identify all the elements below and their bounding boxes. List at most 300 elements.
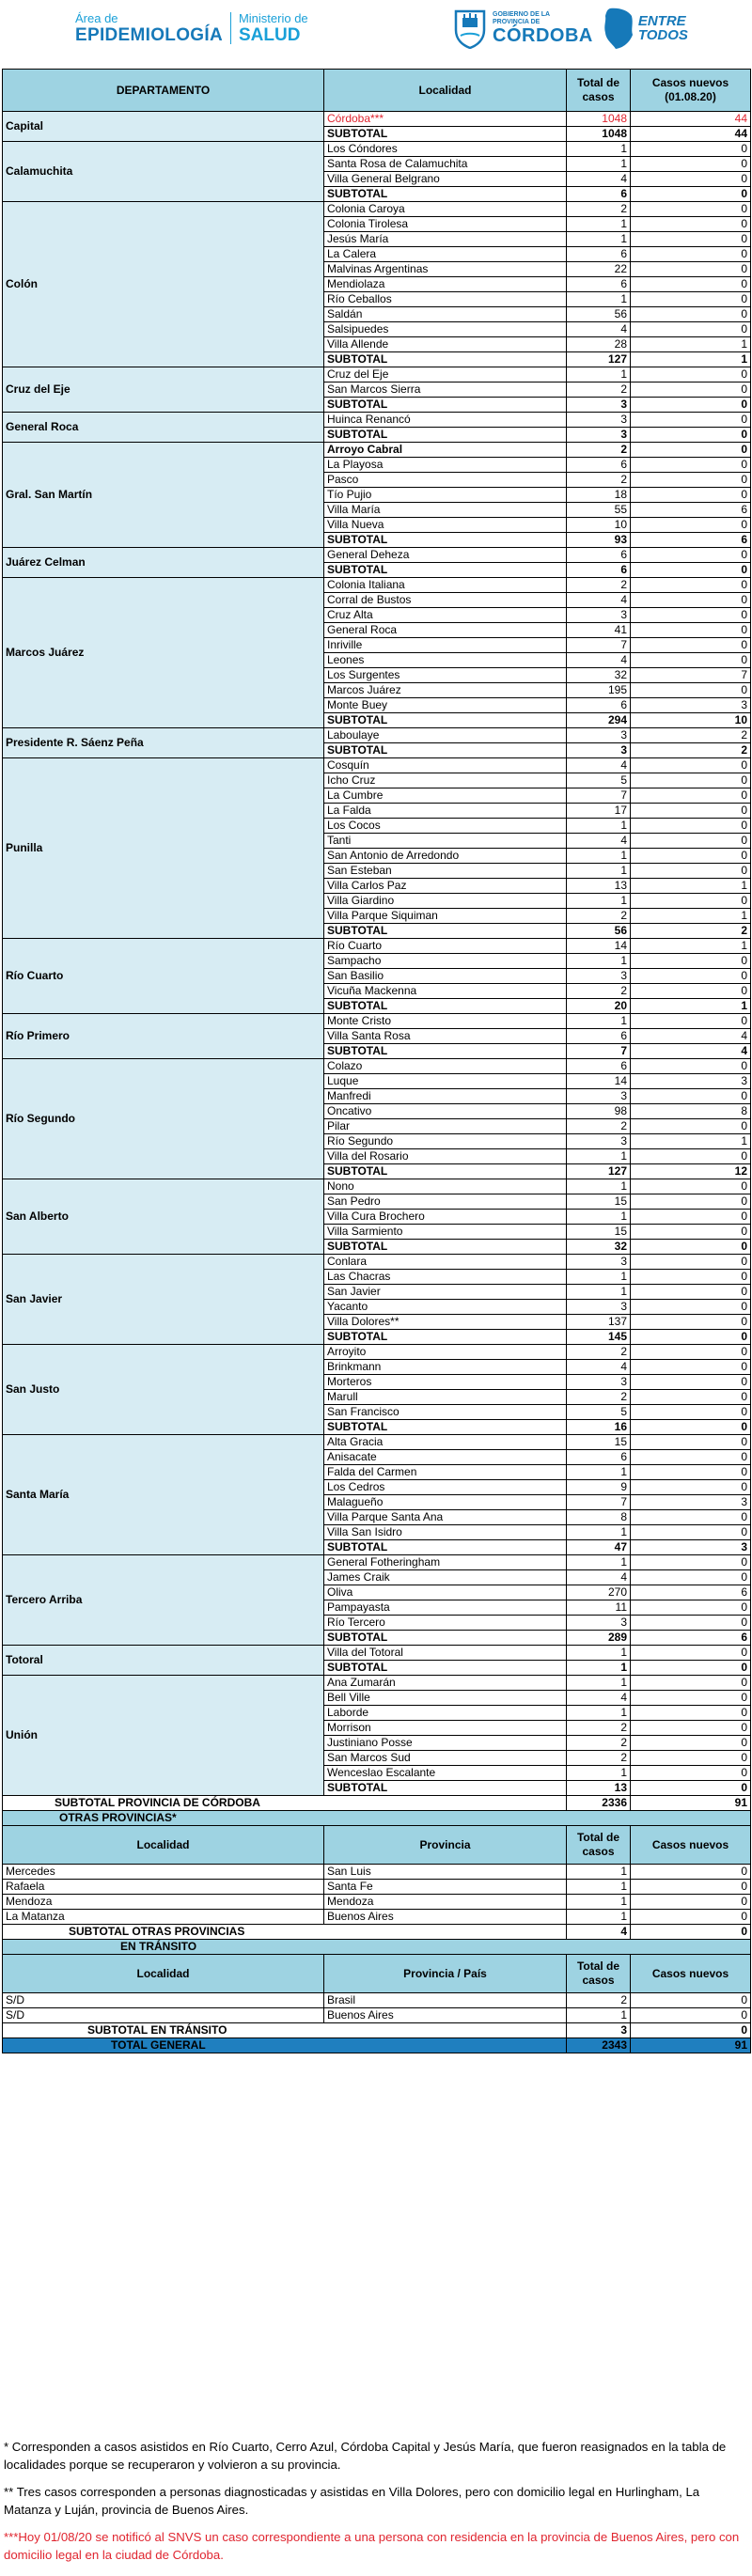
department-name: Cruz del Eje (3, 367, 324, 413)
new-cases-cell: 0 (631, 864, 751, 879)
new-cases-cell: 44 (631, 127, 751, 142)
new-cases-cell: 0 (631, 1149, 751, 1164)
table-row (3, 1910, 751, 1925)
gov-line2: PROVINCIA DE (493, 18, 540, 25)
total-cases-cell: 2 (567, 1390, 631, 1405)
total-cases-cell: 1 (567, 1880, 631, 1895)
locality-cell: Monte Cristo (324, 1014, 567, 1029)
new-cases-cell: 1 (631, 352, 751, 367)
locality-cell: Los Cóndores (324, 142, 567, 157)
new-cases-cell: 0 (631, 1706, 751, 1721)
new-cases-cell: 0 (631, 142, 751, 157)
epidemiology-logo (75, 8, 308, 49)
locality-cell: Falda del Carmen (324, 1465, 567, 1480)
new-cases-cell: 2 (631, 743, 751, 758)
new-cases-cell: 0 (631, 292, 751, 307)
locality-cell: Los Surgentes (324, 668, 567, 683)
locality-cell: S/D (3, 2008, 324, 2023)
locality-cell: Brinkmann (324, 1360, 567, 1375)
total-cases-cell: 1 (567, 1270, 631, 1285)
total-cases-cell: 7 (567, 638, 631, 653)
new-cases-cell: 0 (631, 1555, 751, 1570)
locality-cell: SUBTOTAL (324, 1781, 567, 1796)
new-cases-cell: 0 (631, 277, 751, 292)
locality-cell: Pasco (324, 473, 567, 488)
total-cases-cell: 1 (567, 849, 631, 864)
new-cases-cell: 1 (631, 939, 751, 954)
new-cases-cell: 0 (631, 1405, 751, 1420)
new-cases-cell: 0 (631, 788, 751, 804)
it-header-total: Total de casos (567, 1955, 631, 1993)
in-transit-header-row (3, 1955, 751, 1993)
total-cases-cell: 4 (567, 593, 631, 608)
total-cases-cell: 41 (567, 623, 631, 638)
total-cases-cell: 6 (567, 1029, 631, 1044)
logo-line2: EPIDEMIOLOGÍA (75, 24, 223, 45)
new-cases-cell: 0 (631, 1210, 751, 1225)
total-cases-cell: 6 (567, 563, 631, 578)
locality-cell: San Esteban (324, 864, 567, 879)
locality-cell: Saldán (324, 307, 567, 322)
new-cases-cell: 3 (631, 1495, 751, 1510)
locality-cell: Tanti (324, 834, 567, 849)
total-cases-cell: 4 (567, 322, 631, 337)
province-map-icon (603, 7, 634, 50)
total-cases-cell: 1 (567, 1676, 631, 1691)
in-transit-title-row (3, 1940, 751, 1955)
locality-cell: Alta Gracia (324, 1435, 567, 1450)
locality-cell: SUBTOTAL (324, 1661, 567, 1676)
new-cases-cell: 0 (631, 1345, 751, 1360)
total-cases-cell: 2 (567, 382, 631, 398)
new-cases-cell: 0 (631, 1691, 751, 1706)
new-cases-cell: 0 (631, 623, 751, 638)
table-row (3, 1435, 751, 1450)
locality-cell: Mendiolaza (324, 277, 567, 292)
tagline-line2: TODOS (637, 27, 688, 43)
new-cases-cell: 0 (631, 217, 751, 232)
total-cases-cell: 2 (567, 1721, 631, 1736)
total-cases-cell: 127 (567, 1164, 631, 1179)
locality-cell: Malagueño (324, 1495, 567, 1510)
footnote-2: ** Tres casos corresponden a personas diagnosticadas y asistidas en Villa Dolores, pero con domicilio legal en Hurlingham, La Matanza y Luján, provincia de Buenos Aires. (4, 2485, 700, 2517)
total-cases-cell: 20 (567, 999, 631, 1014)
new-cases-cell: 44 (631, 112, 751, 127)
locality-cell: SUBTOTAL (324, 428, 567, 443)
new-cases-cell: 6 (631, 1585, 751, 1600)
department-name: Calamuchita (3, 142, 324, 202)
locality-cell: Villa Carlos Paz (324, 879, 567, 894)
new-cases-cell: 0 (631, 518, 751, 533)
new-cases-cell: 4 (631, 1044, 751, 1059)
table-row (3, 367, 751, 382)
locality-cell: Villa Parque Siquiman (324, 909, 567, 924)
department-name: Río Cuarto (3, 939, 324, 1014)
new-cases-cell: 0 (631, 488, 751, 503)
it-header-loc: Localidad (3, 1955, 324, 1993)
locality-cell: Pilar (324, 1119, 567, 1134)
new-cases-cell: 0 (631, 1661, 751, 1676)
locality-cell: S/D (3, 1993, 324, 2008)
new-cases-cell: 0 (631, 1315, 751, 1330)
locality-cell: Villa del Rosario (324, 1149, 567, 1164)
government-logo (453, 5, 688, 52)
new-cases-cell: 0 (631, 1766, 751, 1781)
new-cases-cell: 0 (631, 1450, 751, 1465)
table-row (3, 1255, 751, 1270)
total-cases-cell: 3 (567, 608, 631, 623)
in-transit-body (3, 1993, 751, 2023)
new-cases-cell: 0 (631, 1616, 751, 1631)
total-cases-cell: 3 (567, 398, 631, 413)
new-cases-cell: 0 (631, 1895, 751, 1910)
locality-cell: General Roca (324, 623, 567, 638)
table-row (3, 142, 751, 157)
locality-cell: SUBTOTAL (324, 563, 567, 578)
total-cases-cell: 17 (567, 804, 631, 819)
total-cases-cell: 32 (567, 1240, 631, 1255)
footnote-1: * Corresponden a casos asistidos en Río Cuarto, Cerro Azul, Córdoba Capital y Jesús María, que fueron reasignados en la tabla de localidades porque se recuperaron y volvieron a su provincia. (4, 2440, 727, 2472)
total-cases-cell: 3 (567, 969, 631, 984)
locality-cell: Icho Cruz (324, 773, 567, 788)
col-header-dept: DEPARTAMENTO (3, 70, 324, 112)
new-cases-cell: 0 (631, 443, 751, 458)
new-cases-cell: 10 (631, 713, 751, 728)
locality-cell: Mendoza (3, 1895, 324, 1910)
locality-cell: Tío Pujio (324, 488, 567, 503)
total-cases-cell: 6 (567, 1450, 631, 1465)
locality-cell: Villa Allende (324, 337, 567, 352)
table-row (3, 758, 751, 773)
it-header-prov: Provincia / País (324, 1955, 567, 1993)
province-cell: Brasil (324, 1993, 567, 2008)
new-cases-cell: 0 (631, 563, 751, 578)
locality-cell: Santa Rosa de Calamuchita (324, 157, 567, 172)
table-row (3, 1646, 751, 1661)
grand-total-label: TOTAL GENERAL (3, 2038, 567, 2053)
total-cases-cell: 16 (567, 1420, 631, 1435)
new-cases-cell: 8 (631, 1104, 751, 1119)
total-cases-cell: 3 (567, 1300, 631, 1315)
total-cases-cell: 3 (567, 728, 631, 743)
subtotal-province-new: 91 (631, 1796, 751, 1811)
new-cases-cell: 0 (631, 1721, 751, 1736)
other-provinces-body (3, 1865, 751, 1925)
new-cases-cell: 0 (631, 1910, 751, 1925)
total-cases-cell: 3 (567, 428, 631, 443)
op-header-loc: Localidad (3, 1826, 324, 1865)
locality-cell: Luque (324, 1074, 567, 1089)
op-subtotal-label: SUBTOTAL OTRAS PROVINCIAS (3, 1925, 567, 1940)
total-cases-cell: 1 (567, 1646, 631, 1661)
total-cases-cell: 1 (567, 1285, 631, 1300)
new-cases-cell: 0 (631, 894, 751, 909)
locality-cell: Laboulaye (324, 728, 567, 743)
locality-cell: Leones (324, 653, 567, 668)
total-cases-cell: 2 (567, 1736, 631, 1751)
it-subtotal-label: SUBTOTAL EN TRÁNSITO (3, 2023, 567, 2038)
total-cases-cell: 1 (567, 1149, 631, 1164)
new-cases-cell: 0 (631, 157, 751, 172)
table-row (3, 548, 751, 563)
locality-cell: Manfredi (324, 1089, 567, 1104)
locality-cell: SUBTOTAL (324, 1631, 567, 1646)
new-cases-cell: 0 (631, 608, 751, 623)
new-cases-cell: 0 (631, 322, 751, 337)
locality-cell: SUBTOTAL (324, 1044, 567, 1059)
gov-line1: GOBIERNO DE LA (493, 10, 551, 18)
locality-cell: Salsipuedes (324, 322, 567, 337)
locality-cell: Yacanto (324, 1300, 567, 1315)
new-cases-cell: 0 (631, 1865, 751, 1880)
locality-cell: James Craik (324, 1570, 567, 1585)
locality-cell: Colonia Caroya (324, 202, 567, 217)
total-cases-cell: 47 (567, 1540, 631, 1555)
locality-cell: Anisacate (324, 1450, 567, 1465)
new-cases-cell: 0 (631, 683, 751, 698)
total-cases-cell: 2 (567, 1119, 631, 1134)
locality-cell: Villa Dolores** (324, 1315, 567, 1330)
total-cases-cell: 6 (567, 1059, 631, 1074)
locality-cell: Cosquín (324, 758, 567, 773)
new-cases-cell: 0 (631, 458, 751, 473)
new-cases-cell: 0 (631, 413, 751, 428)
table-row (3, 443, 751, 458)
locality-cell: Morrison (324, 1721, 567, 1736)
new-cases-cell: 1 (631, 999, 751, 1014)
locality-cell: Villa Parque Santa Ana (324, 1510, 567, 1525)
locality-cell: SUBTOTAL (324, 924, 567, 939)
new-cases-cell: 0 (631, 202, 751, 217)
new-cases-cell: 3 (631, 1074, 751, 1089)
total-cases-cell: 1 (567, 232, 631, 247)
total-cases-cell: 93 (567, 533, 631, 548)
locality-cell: Los Cocos (324, 819, 567, 834)
province-shield-icon (453, 8, 487, 49)
table-row (3, 1895, 751, 1910)
total-cases-cell: 2 (567, 1993, 631, 2008)
locality-cell: Córdoba*** (324, 112, 567, 127)
locality-cell: Malvinas Argentinas (324, 262, 567, 277)
new-cases-cell: 0 (631, 1270, 751, 1285)
new-cases-cell: 0 (631, 1375, 751, 1390)
footnotes (4, 2438, 748, 2573)
table-row (3, 1993, 751, 2008)
total-cases-cell: 1 (567, 1465, 631, 1480)
new-cases-cell: 1 (631, 909, 751, 924)
total-cases-cell: 13 (567, 879, 631, 894)
total-cases-cell: 22 (567, 262, 631, 277)
new-cases-cell: 1 (631, 879, 751, 894)
col-header-total: Total de casos (567, 70, 631, 112)
total-cases-cell: 127 (567, 352, 631, 367)
new-cases-cell: 2 (631, 728, 751, 743)
new-cases-cell: 0 (631, 653, 751, 668)
new-cases-cell: 0 (631, 1420, 751, 1435)
summary-body (3, 1796, 751, 1865)
table-row (3, 578, 751, 593)
locality-cell: Los Cedros (324, 1480, 567, 1495)
total-cases-cell: 14 (567, 1074, 631, 1089)
locality-cell: San Marcos Sud (324, 1751, 567, 1766)
locality-cell: Conlara (324, 1255, 567, 1270)
total-cases-cell: 1 (567, 1179, 631, 1194)
total-cases-cell: 5 (567, 1405, 631, 1420)
locality-cell: Cruz Alta (324, 608, 567, 623)
locality-cell: San Javier (324, 1285, 567, 1300)
total-cases-cell: 289 (567, 1631, 631, 1646)
total-cases-cell: 1 (567, 1014, 631, 1029)
total-cases-cell: 56 (567, 924, 631, 939)
other-provinces-title-row (3, 1811, 751, 1826)
locality-cell: Wenceslao Escalante (324, 1766, 567, 1781)
ministry-line2: SALUD (238, 24, 301, 45)
new-cases-cell: 0 (631, 172, 751, 187)
locality-cell: Oncativo (324, 1104, 567, 1119)
locality-cell: Villa Giardino (324, 894, 567, 909)
total-cases-cell: 3 (567, 1375, 631, 1390)
total-cases-cell: 15 (567, 1225, 631, 1240)
new-cases-cell: 0 (631, 1059, 751, 1074)
footnote-3: ***Hoy 01/08/20 se notificó al SNVS un caso correspondiente a una persona con residencia en la provincia de Buenos Aires, pero con domicilio legal en la ciudad de Córdoba. (4, 2530, 740, 2562)
total-cases-cell: 6 (567, 277, 631, 292)
new-cases-cell: 0 (631, 1736, 751, 1751)
total-cases-cell: 13 (567, 1781, 631, 1796)
locality-cell: Villa General Belgrano (324, 172, 567, 187)
locality-cell: Villa del Totoral (324, 1646, 567, 1661)
op-header-new: Casos nuevos (631, 1826, 751, 1865)
total-cases-cell: 6 (567, 458, 631, 473)
locality-cell: Rafaela (3, 1880, 324, 1895)
col-header-new: Casos nuevos (01.08.20) (631, 70, 751, 112)
total-cases-cell: 4 (567, 172, 631, 187)
total-cases-cell: 1 (567, 819, 631, 834)
locality-cell: La Calera (324, 247, 567, 262)
summary-body-3 (3, 2023, 751, 2053)
table-row (3, 1865, 751, 1880)
new-cases-cell: 0 (631, 773, 751, 788)
locality-cell: San Basilio (324, 969, 567, 984)
total-cases-cell: 2 (567, 984, 631, 999)
new-cases-cell: 0 (631, 593, 751, 608)
total-cases-cell: 3 (567, 743, 631, 758)
total-cases-cell: 1048 (567, 112, 631, 127)
locality-cell: Bell Ville (324, 1691, 567, 1706)
new-cases-cell: 0 (631, 2008, 751, 2023)
table-row (3, 1179, 751, 1194)
new-cases-cell: 0 (631, 954, 751, 969)
total-cases-cell: 1 (567, 2008, 631, 2023)
it-subtotal-total: 3 (567, 2023, 631, 2038)
table-row (3, 1880, 751, 1895)
new-cases-cell: 0 (631, 969, 751, 984)
province-cell: San Luis (324, 1865, 567, 1880)
total-cases-cell: 3 (567, 1616, 631, 1631)
new-cases-cell: 6 (631, 503, 751, 518)
new-cases-cell: 0 (631, 1525, 751, 1540)
locality-cell: La Playosa (324, 458, 567, 473)
new-cases-cell: 1 (631, 1134, 751, 1149)
total-cases-cell: 1 (567, 367, 631, 382)
new-cases-cell: 0 (631, 819, 751, 834)
other-provinces-header-row (3, 1826, 751, 1865)
locality-cell: Villa Sarmiento (324, 1225, 567, 1240)
it-subtotal-new: 0 (631, 2023, 751, 2038)
total-cases-cell: 4 (567, 1360, 631, 1375)
department-name: Santa María (3, 1435, 324, 1555)
total-cases-cell: 2 (567, 443, 631, 458)
new-cases-cell: 0 (631, 232, 751, 247)
total-cases-cell: 15 (567, 1194, 631, 1210)
locality-cell: SUBTOTAL (324, 1540, 567, 1555)
new-cases-cell: 0 (631, 1781, 751, 1796)
cases-table (2, 69, 751, 2053)
locality-cell: Río Tercero (324, 1616, 567, 1631)
logo-line1: Área de (75, 10, 118, 25)
total-cases-cell: 1 (567, 894, 631, 909)
locality-cell: Mercedes (3, 1865, 324, 1880)
total-cases-cell: 1 (567, 954, 631, 969)
department-name: San Justo (3, 1345, 324, 1435)
new-cases-cell: 0 (631, 638, 751, 653)
total-cases-cell: 7 (567, 1495, 631, 1510)
table-row (3, 1345, 751, 1360)
locality-cell: Río Segundo (324, 1134, 567, 1149)
new-cases-cell: 0 (631, 1255, 751, 1270)
locality-cell: SUBTOTAL (324, 187, 567, 202)
province-cell: Mendoza (324, 1895, 567, 1910)
new-cases-cell: 12 (631, 1164, 751, 1179)
new-cases-cell: 0 (631, 849, 751, 864)
new-cases-cell: 0 (631, 1600, 751, 1616)
locality-cell: Colonia Tirolesa (324, 217, 567, 232)
locality-cell: La Matanza (3, 1910, 324, 1925)
total-cases-cell: 6 (567, 187, 631, 202)
new-cases-cell: 0 (631, 578, 751, 593)
total-cases-cell: 3 (567, 1134, 631, 1149)
new-cases-cell: 0 (631, 247, 751, 262)
table-header-row (3, 70, 751, 112)
department-name: Unión (3, 1676, 324, 1796)
page-header (0, 0, 752, 58)
locality-cell: Huinca Renancó (324, 413, 567, 428)
locality-cell: Villa Cura Brochero (324, 1210, 567, 1225)
total-cases-cell: 9 (567, 1480, 631, 1495)
ministry-line1: Ministerio de (238, 10, 308, 25)
total-cases-cell: 6 (567, 548, 631, 563)
new-cases-cell: 0 (631, 1360, 751, 1375)
locality-cell: Río Ceballos (324, 292, 567, 307)
other-provinces-title: OTRAS PROVINCIAS* (3, 1811, 751, 1826)
province-cell: Santa Fe (324, 1880, 567, 1895)
new-cases-cell: 0 (631, 1330, 751, 1345)
province-cell: Buenos Aires (324, 1910, 567, 1925)
new-cases-cell: 3 (631, 1540, 751, 1555)
table-row (3, 728, 751, 743)
op-subtotal-total: 4 (567, 1925, 631, 1940)
total-cases-cell: 1 (567, 157, 631, 172)
new-cases-cell: 0 (631, 758, 751, 773)
new-cases-cell: 6 (631, 1631, 751, 1646)
locality-cell: Villa Nueva (324, 518, 567, 533)
locality-cell: San Marcos Sierra (324, 382, 567, 398)
locality-cell: Villa María (324, 503, 567, 518)
new-cases-cell: 0 (631, 1179, 751, 1194)
total-cases-cell: 2 (567, 578, 631, 593)
new-cases-cell: 7 (631, 668, 751, 683)
total-cases-cell: 137 (567, 1315, 631, 1330)
department-name: San Javier (3, 1255, 324, 1345)
